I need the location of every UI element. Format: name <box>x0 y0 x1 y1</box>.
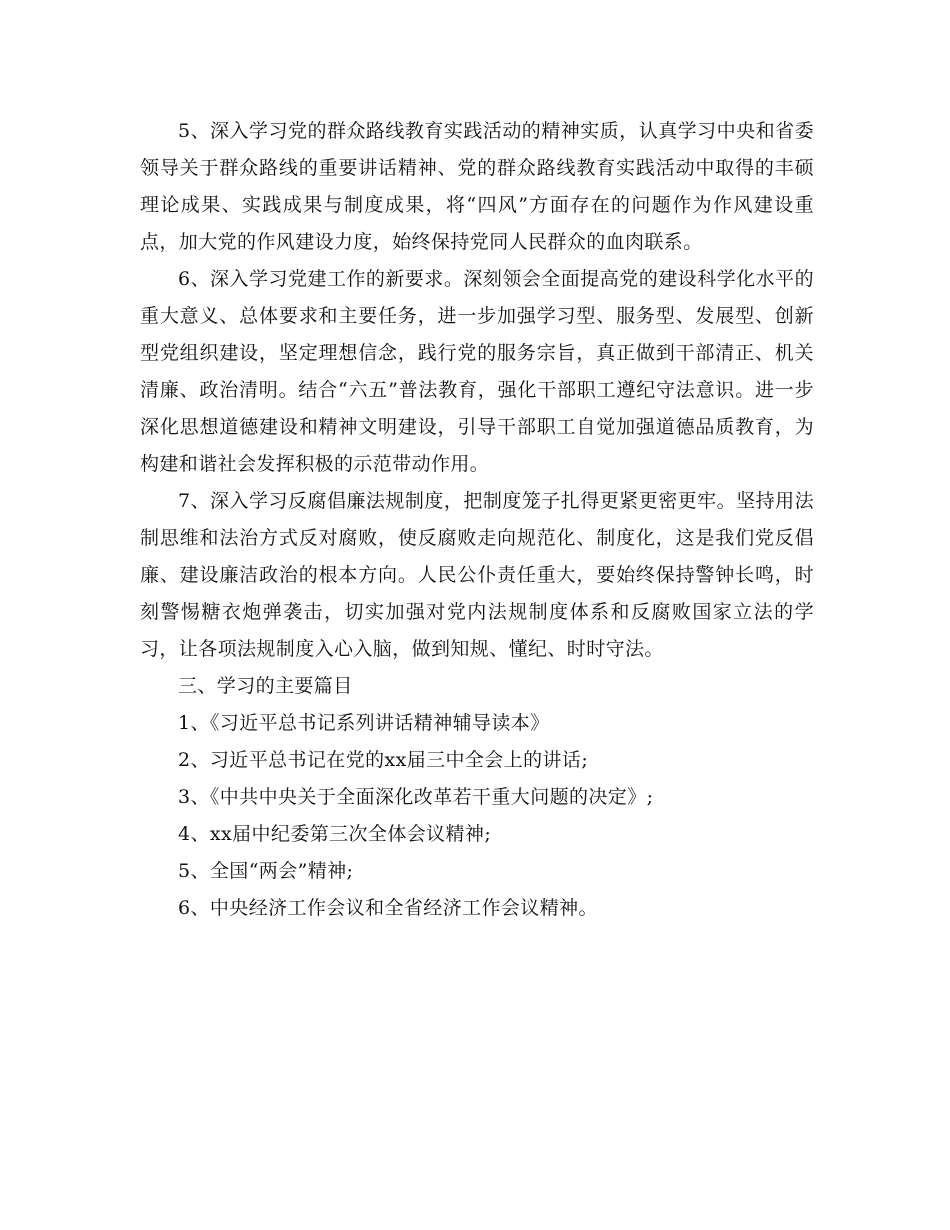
paragraph-item-6: 6、深入学习党建工作的新要求。深刻领会全面提高党的建设科学化水平的重大意义、总体要求和主要任务，进一步加强学习型、服务型、发展型、创新型党组织建设，坚定理想信念，践行党的服务宗旨，真正做到干部清正、机关清廉、政治清明。结合“六五”普法教育，强化干部职工遵纪守法意识。进一步深化思想道德建设和精神文明建设，引导干部职工自觉加强道德品质教育，为构建和谐社会发挥积极的示范带动作用。 <box>140 268 814 475</box>
list-item: 6、中央经济工作会议和全省经济工作会议精神。 <box>178 897 598 919</box>
section-heading: 三、学习的主要篇目 <box>178 675 353 697</box>
list-item: 4、xx届中纪委第三次全体会议精神; <box>178 823 492 845</box>
list-item: 5、全国“两会”精神; <box>178 860 354 882</box>
document-body <box>140 113 814 927</box>
paragraph-item-5: 5、深入学习党的群众路线教育实践活动的精神实质，认真学习中央和省委领导关于群众路线的重要讲话精神、党的群众路线教育实践活动中取得的丰硕理论成果、实践成果与制度成果，将“四风”方面存在的问题作为作风建设重点，加大党的作风建设力度，始终保持党同人民群众的血肉联系。 <box>140 120 814 253</box>
list-item: 1、《习近平总书记系列讲话精神辅导读本》 <box>178 712 550 734</box>
list-item: 2、习近平总书记在党的xx届三中全会上的讲话; <box>178 749 589 771</box>
list-item: 3、《中共中央关于全面深化改革若干重大问题的决定》; <box>178 786 654 808</box>
paragraph-item-7: 7、深入学习反腐倡廉法规制度，把制度笼子扎得更紧更密更牢。坚持用法制思维和法治方式反对腐败，使反腐败走向规范化、制度化，这是我们党反倡廉、建设廉洁政治的根本方向。人民公仆责任重大，要始终保持警钟长鸣，时刻警惕糖衣炮弹袭击，切实加强对党内法规制度体系和反腐败国家立法的学习，让各项法规制度入心入脑，做到知规、懂纪、时时守法。 <box>140 490 814 660</box>
